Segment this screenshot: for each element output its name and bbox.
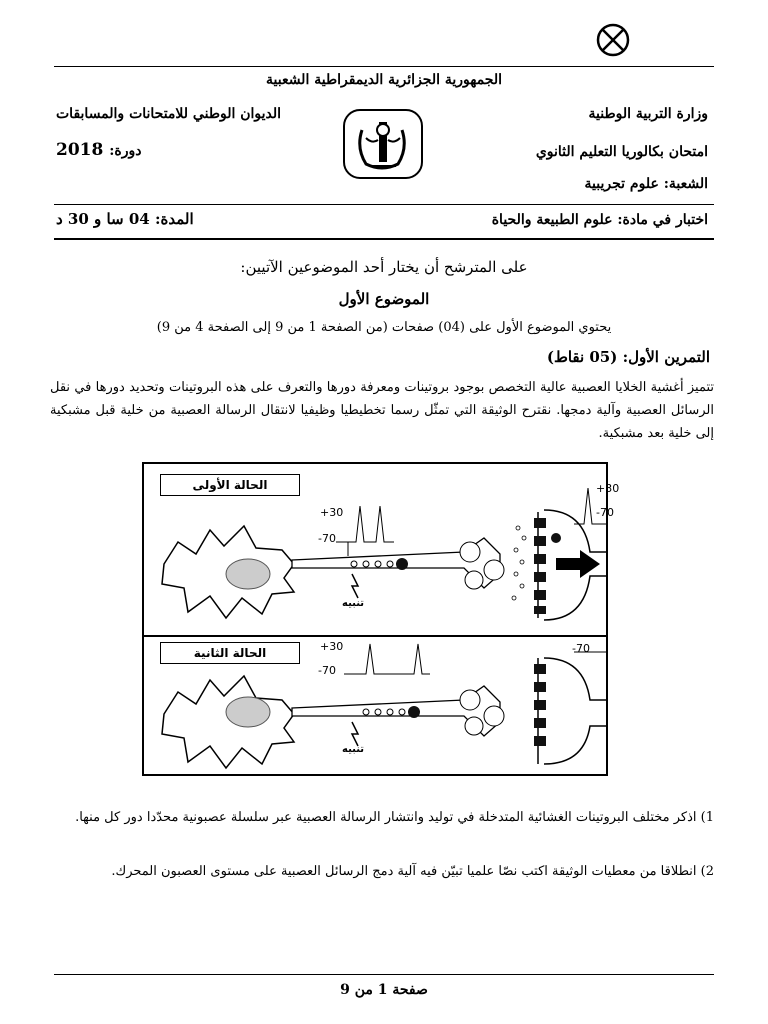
choose-instruction: على المترشح أن يختار أحد الموضوعين الآتيين: [240, 258, 528, 276]
exam-title: امتحان بكالوريا التعليم الثانوي [535, 144, 708, 160]
case1-post-v-plus30: +30 [596, 482, 620, 495]
case2-v-plus30: +30 [320, 640, 344, 653]
office: الديوان الوطني للامتحانات والمسابقات [56, 106, 282, 122]
question-1: 1) اذكر مختلف البروتينات الغشائية المتدخلة في توليد وانتشار الرسالة العصبية عبر سلسلة عصبونية محدّدا دور كل منها. [75, 810, 714, 825]
neuron-figure [142, 462, 620, 776]
branch: الشعبة: علوم تجريبية [584, 176, 708, 192]
subject: اختبار في مادة: علوم الطبيعة والحياة [491, 212, 708, 228]
republic-title: الجمهورية الجزائرية الديمقراطية الشعبية [265, 72, 502, 88]
ministry: وزارة التربية الوطنية [588, 106, 708, 122]
duration-value: 04 سا و 30 د [56, 210, 150, 228]
exercise-title: التمرين الأول: (05 نقاط) [546, 348, 710, 366]
case2-label: الحالة الثانية [160, 642, 300, 664]
header-top-rule [54, 66, 714, 67]
emblem-logo [342, 108, 424, 180]
header-mid-rule [54, 204, 714, 205]
case1-label: الحالة الأولى [160, 474, 300, 496]
header-bottom-rule [54, 238, 714, 240]
page-number: صفحة 1 من 9 [340, 982, 428, 998]
case1-diagram [162, 488, 606, 620]
case2-post-v-minus70: -70 [572, 642, 590, 655]
question-2: 2) انطلاقا من معطيات الوثيقة اكتب نصّا علميا تبيّن فيه آلية دمج الرسائل العصبية على مستوى العصبون المحرك. [111, 864, 714, 879]
session-year: 2018 [56, 140, 104, 160]
topic-title: الموضوع الأول [338, 290, 430, 308]
exercise-paragraph: تتميز أغشية الخلايا العصبية عالية التخصص بوجود بروتينات ومعرفة دورها والتعرف على هذه البروتينات وتحديد دورها في نقل الرسائل العصبية وآلية دمجها. نقترح الوثيقة التي تمثّل رسما تخطيطيا وظيفيا لانتقال الرسالة العصبية من خلية قبل مشبكية إلى خلية بعد مشبكية. [50, 380, 714, 441]
duration-label: المدة: [154, 210, 194, 228]
case1-v-plus30: +30 [320, 506, 344, 519]
case1-stim-label: تنبيه [342, 598, 365, 609]
pages-note: يحتوي الموضوع الأول على (04) صفحات (من الصفحة 1 من 9 إلى الصفحة 4 من 9) [156, 320, 612, 335]
crossed-circle-icon [595, 22, 631, 58]
session-label: دورة: [109, 143, 142, 159]
case1-post-v-minus70: -70 [596, 506, 614, 519]
footer-rule [54, 974, 714, 975]
case1-v-minus70: -70 [318, 532, 336, 545]
case2-stim-label: تنبيه [342, 744, 365, 755]
case2-v-minus70: -70 [318, 664, 336, 677]
